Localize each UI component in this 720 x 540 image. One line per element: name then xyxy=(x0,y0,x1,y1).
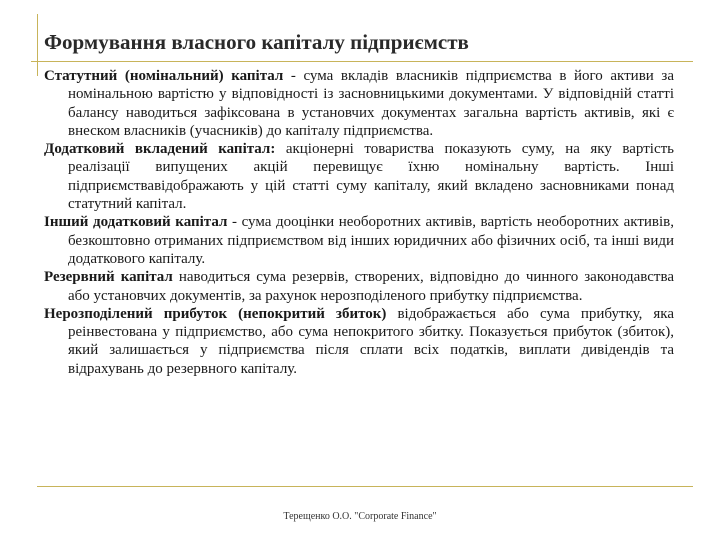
definition-statutory-capital: - сума вкладів власників підприємства в його активи за номінальною вартістю у відповідності із засновницькими документами. У відповідній статті балансу наводиться зафіксована в установчих документах загальна вартість активів, які є внеском власників (учасників) до капіталу підприємства. xyxy=(68,68,674,139)
definition-other-additional-capital: - сума дооцінки необоротних активів, вартість необоротних активів, безкоштовно отриманих підприємством від інших юридичних або фізичних осіб, та інші види додаткового капіталу. xyxy=(68,214,674,267)
footer-rule xyxy=(37,486,693,487)
slide-title: Формування власного капіталу підприємств xyxy=(44,30,469,54)
slide-footer: Терещенко О.О. "Corporate Finance" xyxy=(283,511,437,522)
title-underline xyxy=(31,61,693,62)
definition-reserve-capital: наводиться сума резервів, створених, відповідно до чинного законодавства або установчих документів, за рахунок нерозподіленого прибутку підприємства. xyxy=(68,269,674,304)
paragraph-additional-paid-in-capital xyxy=(44,140,674,213)
term-other-additional-capital: Інший додатковий капітал xyxy=(44,214,228,231)
term-retained-earnings: Нерозподілений прибуток (непокритий збиток) xyxy=(44,305,387,322)
term-statutory-capital: Статутний (номінальний) капітал xyxy=(44,68,284,84)
definition-additional-paid-in-capital: акціонерні товариства показують суму, на яку вартість реалізації випущених акцій перевищує їхню номінальну вартість. Інші підприємствавідображають у цій статті суму капіталу, який вкладено засновниками понад статутний капітал. xyxy=(68,141,674,213)
definition-retained-earnings: відображається або сума прибутку, яка реінвестована у підприємство, або сума непокритого збитку. Показується прибуток (збиток), який залишається у підприємства після сплати всіх податків, виплати дивідендів та відрахувань до резервного капіталу. xyxy=(68,305,674,377)
paragraph-other-additional-capital xyxy=(44,213,674,268)
term-reserve-capital: Резервний капітал xyxy=(44,269,173,286)
title-left-rule xyxy=(37,14,38,76)
paragraph-retained-earnings xyxy=(44,305,674,378)
paragraph-reserve-capital xyxy=(44,268,674,305)
paragraph-statutory-capital xyxy=(44,67,674,140)
slide-body xyxy=(44,67,674,378)
term-additional-paid-in-capital: Додатковий вкладений капітал: xyxy=(44,141,276,158)
